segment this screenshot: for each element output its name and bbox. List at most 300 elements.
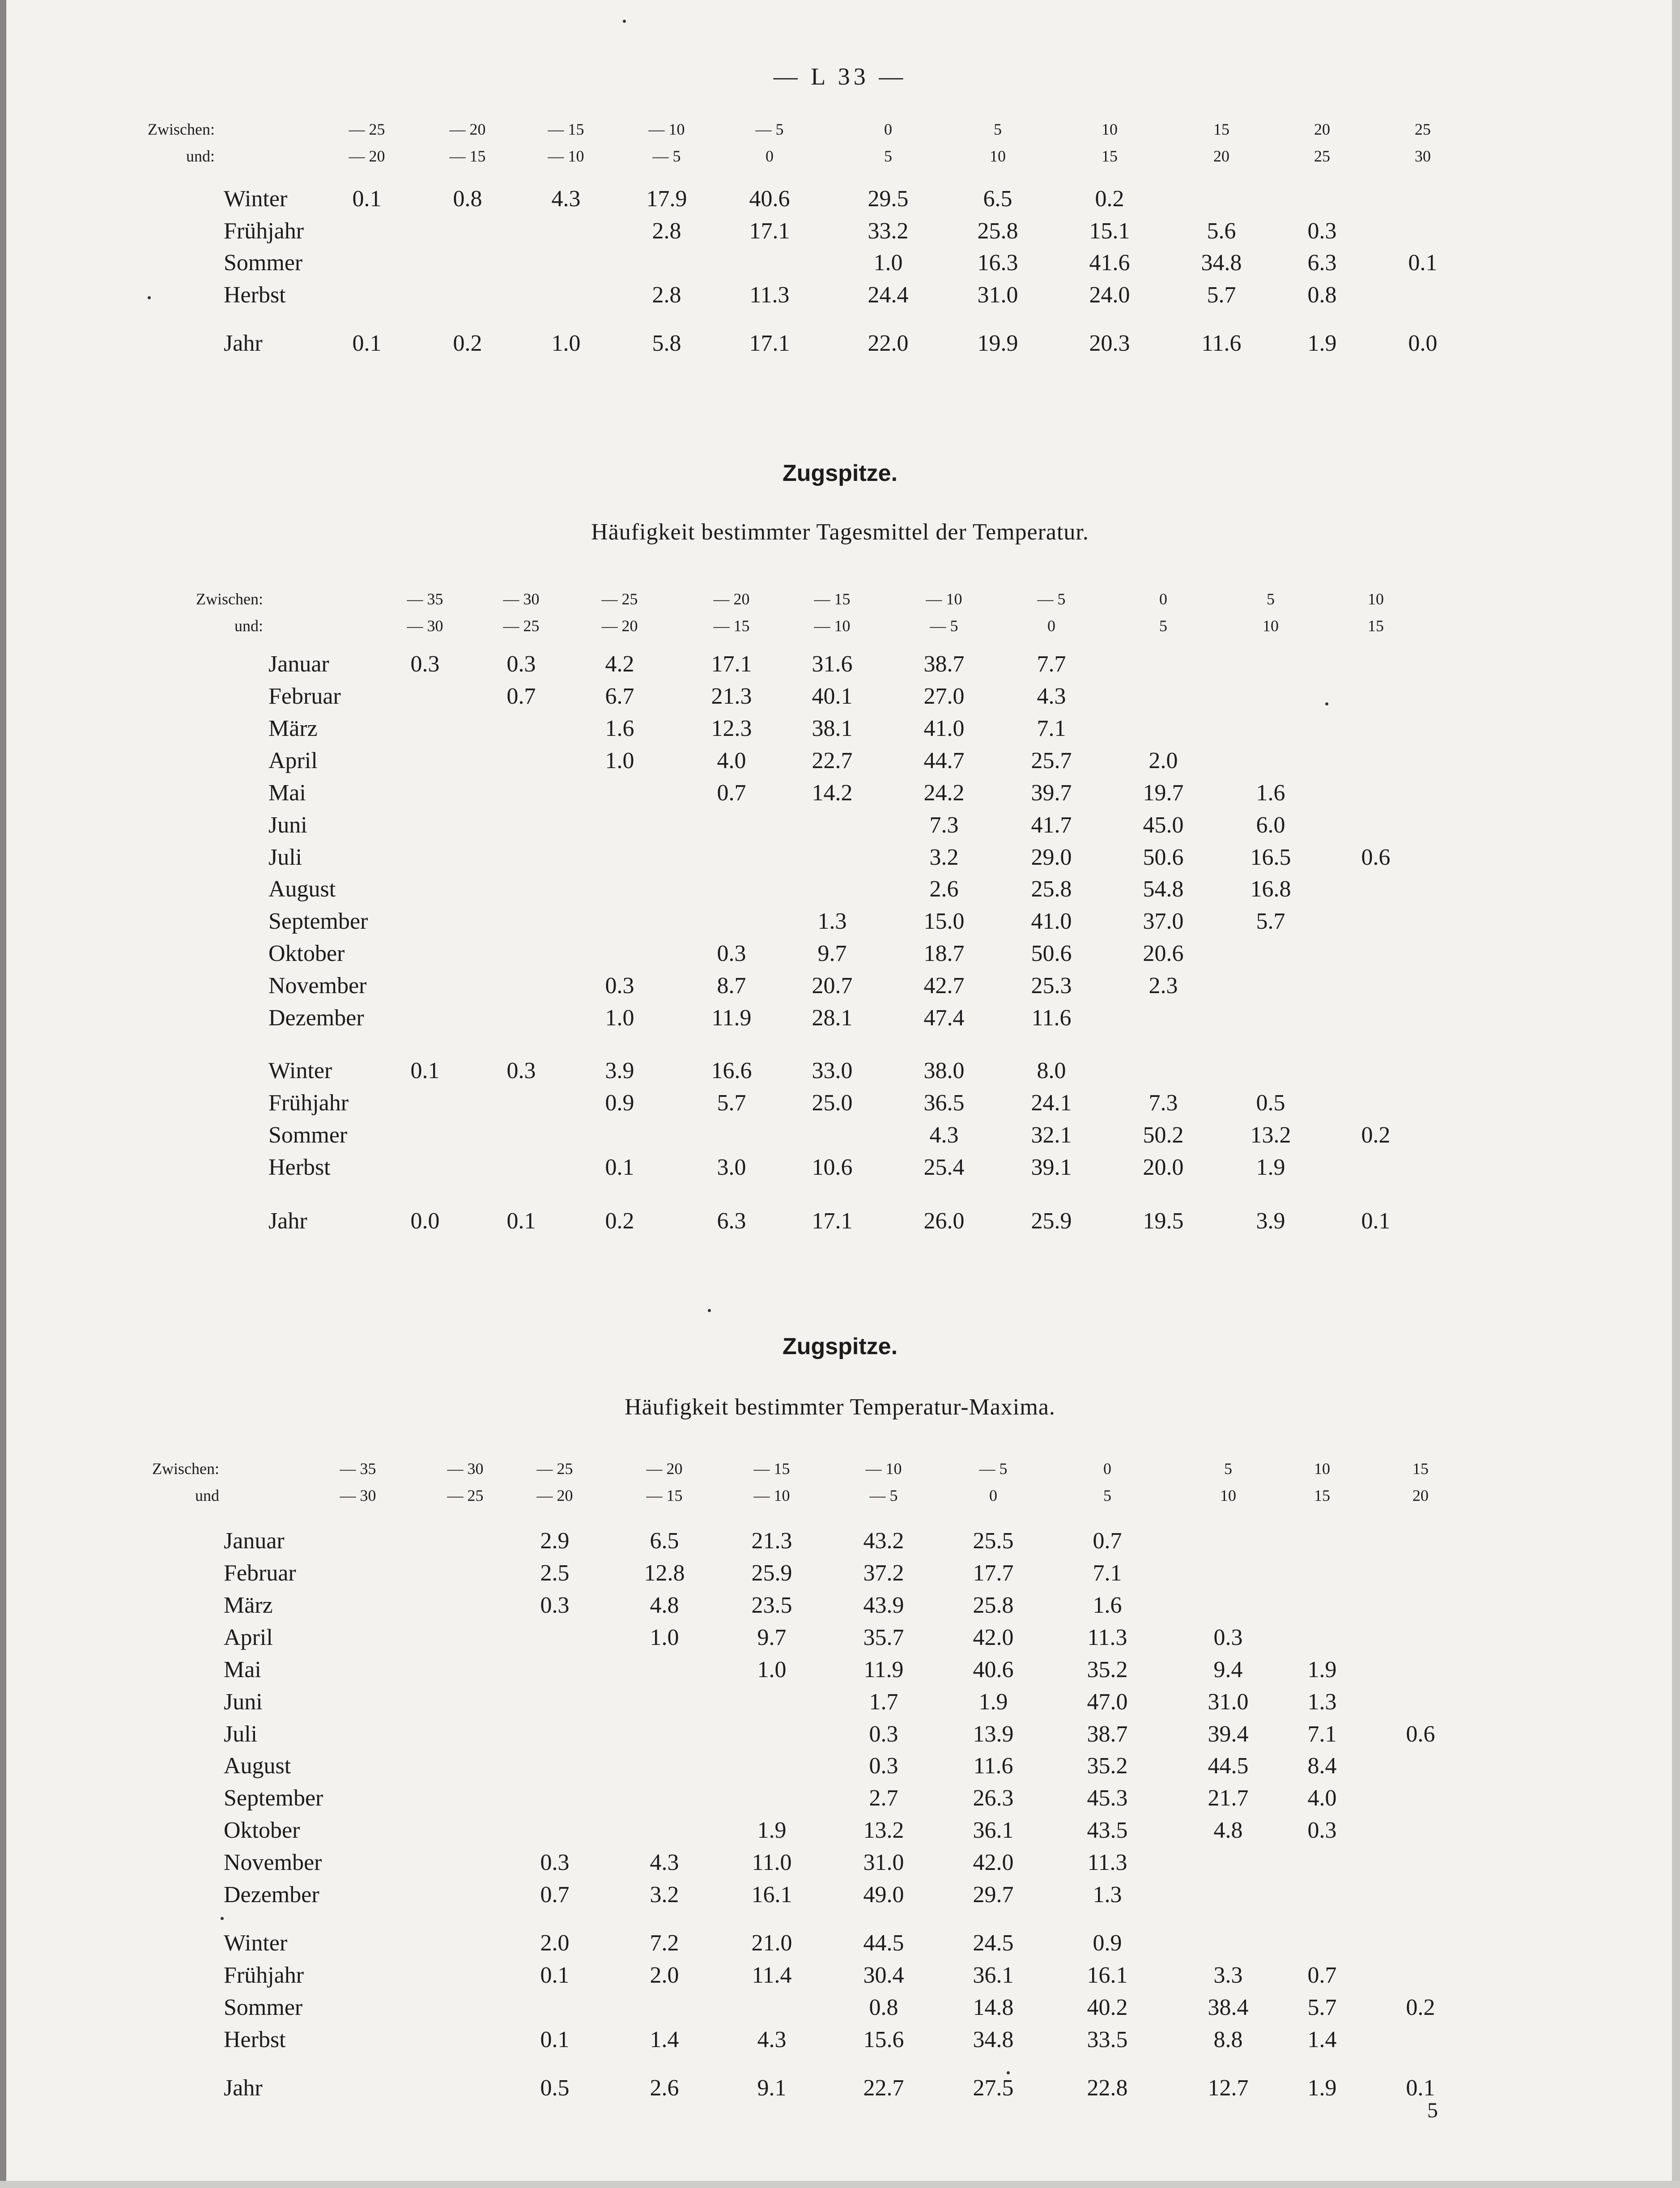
range-to: — 15: [449, 147, 486, 165]
table-cell: 28.1: [812, 1005, 853, 1031]
range-to: — 25: [447, 1487, 484, 1504]
table-cell: 1.0: [757, 1657, 787, 1682]
table-cell: 25.9: [751, 1560, 792, 1586]
row-label: Sommer: [224, 1995, 303, 2020]
table-cell: 1.0: [605, 748, 634, 773]
table-cell: 8.8: [1213, 2027, 1243, 2052]
range-from: — 5: [755, 120, 784, 138]
range-from: 15: [1412, 1460, 1429, 1478]
table-cell: 42.7: [923, 973, 965, 998]
section-subtitle-maxima: Häufigkeit bestimmter Temperatur-Maxima.: [625, 1394, 1055, 1420]
table-cell: 0.5: [540, 2075, 570, 2101]
range-to: 0: [989, 1487, 997, 1504]
table-cell: 0.3: [1307, 1818, 1337, 1843]
table-cell: 22.7: [812, 748, 853, 773]
table-cell: 0.2: [1361, 1122, 1391, 1148]
table-cell: 33.5: [1087, 2027, 1128, 2052]
table-cell: 8.0: [1037, 1058, 1066, 1083]
range-from: 0: [1159, 590, 1167, 608]
table-cell: 18.7: [923, 941, 965, 966]
range-to: — 25: [503, 617, 540, 635]
table-cell: 9.7: [817, 941, 847, 966]
header-label-to: und: [195, 1487, 219, 1504]
table-cell: 43.2: [863, 1528, 904, 1554]
table-cell: 3.9: [605, 1058, 634, 1083]
row-label: Januar: [268, 651, 329, 677]
table-cell: 0.7: [506, 684, 536, 709]
range-from: — 15: [548, 120, 584, 138]
section-title-daily-mean: Zugspitze.: [782, 460, 898, 486]
table-cell: 1.9: [1256, 1155, 1285, 1180]
table-cell: 3.3: [1213, 1963, 1243, 1988]
row-label: Winter: [224, 186, 288, 212]
table-cell: 2.0: [1148, 748, 1178, 773]
page-header: — L 33 —: [773, 63, 907, 90]
table-cell: 38.7: [923, 651, 965, 677]
table-cell: 6.0: [1256, 812, 1285, 838]
range-from: 10: [1314, 1460, 1330, 1478]
table-cell: 2.6: [929, 876, 959, 902]
range-from: — 10: [648, 120, 685, 138]
table-cell: 33.0: [812, 1058, 853, 1083]
range-to: — 20: [601, 617, 638, 635]
table-cell: 0.2: [1095, 186, 1124, 212]
table-cell: 11.9: [711, 1005, 752, 1031]
table-cell: 29.7: [973, 1882, 1014, 1908]
table-cell: 35.2: [1087, 1753, 1128, 1779]
row-label: Februar: [224, 1560, 296, 1586]
row-label: Herbst: [268, 1155, 331, 1180]
range-from: — 20: [449, 120, 486, 138]
table-cell: 2.7: [869, 1785, 898, 1811]
table-cell: 0.7: [717, 780, 746, 806]
table-cell: 40.1: [812, 684, 853, 709]
header-label-from: Zwischen:: [196, 590, 263, 608]
table-cell: 17.1: [749, 218, 790, 244]
range-from: 5: [1224, 1460, 1232, 1478]
table-cell: 42.0: [973, 1850, 1014, 1875]
table-cell: 12.7: [1208, 2075, 1249, 2101]
range-to: — 5: [869, 1487, 898, 1504]
table-cell: 29.5: [868, 186, 909, 212]
row-label: Juni: [224, 1689, 263, 1715]
table-cell: 45.0: [1143, 812, 1184, 838]
table-cell: 1.7: [869, 1689, 898, 1715]
table-cell: 5.6: [1207, 218, 1236, 244]
range-from: 15: [1213, 120, 1229, 138]
table-cell: 0.3: [1307, 218, 1337, 244]
table-cell: 0.6: [1406, 1721, 1435, 1747]
table-cell: 4.3: [551, 186, 581, 212]
row-label: Juli: [268, 845, 302, 870]
table-cell: 12.8: [644, 1560, 685, 1586]
table-cell: 0.3: [605, 973, 634, 998]
table-cell: 14.2: [812, 780, 853, 806]
header-label-from: Zwischen:: [152, 1460, 219, 1478]
table-cell: 19.7: [1143, 780, 1184, 806]
table-cell: 0.1: [605, 1155, 634, 1180]
range-to: 5: [1103, 1487, 1111, 1504]
table-cell: 5.8: [652, 331, 681, 356]
table-cell: 16.5: [1250, 845, 1291, 870]
range-to: 10: [1263, 617, 1279, 635]
table-cell: 54.8: [1143, 876, 1184, 902]
range-to: — 10: [814, 617, 851, 635]
table-cell: 2.0: [650, 1963, 679, 1988]
table-cell: 1.0: [605, 1005, 634, 1031]
table-cell: 1.3: [1093, 1882, 1122, 1908]
table-cell: 17.1: [749, 331, 790, 356]
table-cell: 16.6: [711, 1058, 752, 1083]
table-cell: 33.2: [868, 218, 909, 244]
table-cell: 1.9: [1307, 331, 1337, 356]
table-cell: 3.2: [650, 1882, 679, 1908]
table-cell: 20.6: [1143, 941, 1184, 966]
range-to: 10: [990, 147, 1006, 165]
table-cell: 47.0: [1087, 1689, 1128, 1715]
table-cell: 21.0: [751, 1930, 792, 1956]
row-label: August: [268, 876, 336, 902]
row-label: Februar: [268, 684, 341, 709]
scan-bottom-edge: [0, 2181, 1680, 2188]
table-cell: 11.4: [752, 1963, 792, 1988]
table-cell: 17.1: [812, 1208, 853, 1234]
range-from: — 35: [340, 1460, 376, 1478]
table-cell: 11.0: [752, 1850, 792, 1875]
row-label: Frühjahr: [224, 218, 304, 244]
table-cell: 4.3: [650, 1850, 679, 1875]
range-from: 5: [1267, 590, 1275, 608]
table-cell: 0.1: [506, 1208, 536, 1234]
table-cell: 22.7: [863, 2075, 904, 2101]
range-to: — 20: [536, 1487, 573, 1504]
range-to: 15: [1102, 147, 1118, 165]
table-cell: 9.7: [757, 1625, 787, 1650]
table-cell: 22.8: [1087, 2075, 1128, 2101]
range-to: 0: [766, 147, 774, 165]
range-from: — 10: [926, 590, 962, 608]
range-from: — 5: [979, 1460, 1008, 1478]
table-cell: 0.6: [1361, 845, 1391, 870]
table-cell: 0.2: [1406, 1995, 1435, 2020]
table-cell: 7.1: [1307, 1721, 1337, 1747]
table-cell: 24.1: [1031, 1090, 1072, 1116]
print-speck: [1007, 2071, 1010, 2074]
table-cell: 7.1: [1037, 716, 1066, 741]
table-cell: 2.3: [1148, 973, 1178, 998]
table-cell: 42.0: [973, 1625, 1014, 1650]
row-label: April: [224, 1625, 273, 1650]
table-cell: 0.2: [605, 1208, 634, 1234]
table-cell: 10.6: [812, 1155, 853, 1180]
table-cell: 4.0: [1307, 1785, 1337, 1811]
row-label: Jahr: [224, 331, 263, 356]
table-cell: 0.3: [410, 651, 440, 677]
table-cell: 0.7: [1093, 1528, 1122, 1554]
table-cell: 44.5: [863, 1930, 904, 1956]
row-label: November: [268, 973, 367, 998]
table-cell: 41.7: [1031, 812, 1072, 838]
range-to: — 5: [652, 147, 681, 165]
table-cell: 9.1: [757, 2075, 787, 2101]
table-cell: 21.7: [1208, 1785, 1249, 1811]
row-label: Frühjahr: [268, 1090, 349, 1116]
table-cell: 32.1: [1031, 1122, 1072, 1148]
range-from: 0: [884, 120, 892, 138]
table-cell: 1.9: [978, 1689, 1008, 1715]
table-cell: 16.1: [751, 1882, 792, 1908]
table-cell: 24.0: [1089, 282, 1130, 308]
row-label: September: [268, 909, 368, 934]
print-speck: [148, 296, 151, 299]
header-label-from: Zwischen:: [148, 120, 215, 138]
row-label: Dezember: [268, 1005, 364, 1031]
table-cell: 0.3: [1213, 1625, 1243, 1650]
table-cell: 0.8: [869, 1995, 898, 2020]
table-cell: 11.3: [1087, 1850, 1127, 1875]
range-from: — 10: [865, 1460, 902, 1478]
section-subtitle-daily-mean: Häufigkeit bestimmter Tagesmittel der Temperatur.: [591, 519, 1089, 545]
range-from: 0: [1103, 1460, 1111, 1478]
table-cell: 0.3: [506, 1058, 536, 1083]
table-cell: 7.3: [929, 812, 959, 838]
range-from: — 20: [713, 590, 750, 608]
table-cell: 5.7: [1207, 282, 1236, 308]
table-cell: 1.9: [757, 1818, 787, 1843]
table-cell: 0.5: [1256, 1090, 1285, 1116]
range-from: 5: [994, 120, 1002, 138]
table-cell: 38.7: [1087, 1721, 1128, 1747]
table-cell: 24.5: [973, 1930, 1014, 1956]
table-cell: 6.3: [1307, 250, 1337, 276]
table-cell: 25.9: [1031, 1208, 1072, 1234]
table-cell: 4.2: [605, 651, 634, 677]
table-cell: 36.1: [973, 1818, 1014, 1843]
range-from: — 30: [503, 590, 540, 608]
table-cell: 7.2: [650, 1930, 679, 1956]
table-cell: 0.1: [540, 2027, 570, 2052]
table-cell: 24.4: [868, 282, 909, 308]
table-cell: 0.9: [605, 1090, 634, 1116]
table-cell: 47.4: [923, 1005, 965, 1031]
table-cell: 22.0: [868, 331, 909, 356]
table-cell: 7.7: [1037, 651, 1066, 677]
table-cell: 0.1: [1408, 250, 1438, 276]
table-cell: 16.3: [977, 250, 1018, 276]
table-cell: 4.3: [1037, 684, 1066, 709]
table-cell: 25.3: [1031, 973, 1072, 998]
row-label: April: [268, 748, 318, 773]
range-to: — 30: [340, 1487, 376, 1504]
table-cell: 0.0: [1408, 331, 1438, 356]
range-to: — 5: [930, 617, 958, 635]
range-from: — 25: [349, 120, 385, 138]
table-cell: 0.3: [506, 651, 536, 677]
range-to: 25: [1314, 147, 1330, 165]
table-cell: 12.3: [711, 716, 752, 741]
table-cell: 39.4: [1208, 1721, 1249, 1747]
range-to: 0: [1047, 617, 1055, 635]
table-cell: 44.5: [1208, 1753, 1249, 1779]
range-from: — 5: [1037, 590, 1066, 608]
range-to: 20: [1213, 147, 1229, 165]
table-cell: 15.1: [1089, 218, 1130, 244]
table-cell: 1.9: [1307, 2075, 1337, 2101]
table-cell: 11.3: [749, 282, 790, 308]
table-cell: 50.6: [1031, 941, 1072, 966]
table-cell: 36.1: [973, 1963, 1014, 1988]
table-cell: 5.7: [1307, 1995, 1337, 2020]
table-cell: 2.6: [650, 2075, 679, 2101]
header-label-to: und:: [234, 617, 263, 635]
table-cell: 31.0: [977, 282, 1018, 308]
table-cell: 11.6: [1201, 331, 1242, 356]
range-to: 15: [1368, 617, 1384, 635]
range-from: — 20: [646, 1460, 683, 1478]
row-label: Winter: [224, 1930, 288, 1956]
table-cell: 24.2: [923, 780, 965, 806]
row-label: Winter: [268, 1058, 332, 1083]
range-to: — 15: [646, 1487, 683, 1504]
table-cell: 36.5: [923, 1090, 965, 1116]
table-cell: 19.9: [977, 331, 1018, 356]
scan-page-edge: [1672, 0, 1680, 2188]
table-cell: 8.7: [717, 973, 746, 998]
table-cell: 31.6: [812, 651, 853, 677]
table-cell: 19.5: [1143, 1208, 1184, 1234]
table-cell: 0.7: [1307, 1963, 1337, 1988]
table-cell: 26.3: [973, 1785, 1014, 1811]
table-cell: 1.6: [1256, 780, 1285, 806]
table-cell: 34.8: [973, 2027, 1014, 2052]
table-cell: 20.7: [812, 973, 853, 998]
table-cell: 7.1: [1093, 1560, 1122, 1586]
table-cell: 3.2: [929, 845, 959, 870]
table-cell: 25.8: [973, 1593, 1014, 1618]
row-label: Oktober: [224, 1818, 300, 1843]
table-cell: 41.0: [923, 716, 965, 741]
table-cell: 35.7: [863, 1625, 904, 1650]
row-label: Frühjahr: [224, 1963, 304, 1988]
table-cell: 1.0: [551, 331, 581, 356]
table-cell: 25.8: [977, 218, 1018, 244]
row-label: Mai: [268, 780, 306, 806]
range-from: — 30: [447, 1460, 484, 1478]
table-cell: 4.8: [650, 1593, 679, 1618]
range-to: — 10: [548, 147, 584, 165]
table-cell: 1.6: [605, 716, 634, 741]
page-number: 5: [1427, 2099, 1438, 2122]
range-from: 20: [1314, 120, 1330, 138]
scan-binding-edge: [0, 0, 6, 2188]
row-label: Oktober: [268, 941, 345, 966]
table-cell: 2.5: [540, 1560, 570, 1586]
row-label: Juli: [224, 1721, 258, 1747]
row-label: November: [224, 1850, 322, 1875]
table-cell: 15.6: [863, 2027, 904, 2052]
table-cell: 45.3: [1087, 1785, 1128, 1811]
table-cell: 2.8: [652, 282, 681, 308]
table-cell: 26.0: [923, 1208, 965, 1234]
table-cell: 25.7: [1031, 748, 1072, 773]
table-cell: 21.3: [711, 684, 752, 709]
table-cell: 1.0: [873, 250, 903, 276]
table-cell: 5.7: [1256, 909, 1285, 934]
table-cell: 43.9: [863, 1593, 904, 1618]
table-cell: 1.4: [650, 2027, 679, 2052]
table-cell: 9.4: [1213, 1657, 1243, 1682]
table-cell: 20.0: [1143, 1155, 1184, 1180]
table-cell: 16.1: [1087, 1963, 1128, 1988]
table-cell: 25.8: [1031, 876, 1072, 902]
table-cell: 0.1: [352, 331, 382, 356]
table-cell: 4.0: [717, 748, 746, 773]
table-cell: 0.3: [540, 1850, 570, 1875]
row-label: März: [224, 1593, 273, 1618]
table-cell: 15.0: [923, 909, 965, 934]
range-from: — 25: [536, 1460, 573, 1478]
table-cell: 16.8: [1250, 876, 1291, 902]
range-from: 10: [1368, 590, 1384, 608]
table-cell: 0.2: [453, 331, 482, 356]
table-cell: 13.2: [1250, 1122, 1291, 1148]
table-cell: 6.7: [605, 684, 634, 709]
table-cell: 31.0: [1208, 1689, 1249, 1715]
table-cell: 1.6: [1093, 1593, 1122, 1618]
table-cell: 17.7: [973, 1560, 1014, 1586]
table-cell: 5.7: [717, 1090, 746, 1116]
print-speck: [708, 1309, 711, 1312]
table-cell: 0.3: [869, 1753, 898, 1779]
header-label-to: und:: [186, 147, 215, 165]
range-from: 25: [1415, 120, 1431, 138]
range-to: 5: [884, 147, 892, 165]
table-cell: 4.3: [757, 2027, 787, 2052]
range-from: — 25: [601, 590, 638, 608]
row-label: Januar: [224, 1528, 285, 1554]
range-to: 30: [1415, 147, 1431, 165]
table-cell: 17.9: [646, 186, 687, 212]
print-speck: [221, 1917, 224, 1920]
table-cell: 23.5: [751, 1593, 792, 1618]
table-cell: 41.0: [1031, 909, 1072, 934]
table-cell: 0.1: [352, 186, 382, 212]
range-to: — 10: [753, 1487, 790, 1504]
table-cell: 13.2: [863, 1818, 904, 1843]
table-cell: 0.3: [869, 1721, 898, 1747]
table-cell: 0.1: [540, 1963, 570, 1988]
table-cell: 2.0: [540, 1930, 570, 1956]
row-label: August: [224, 1753, 291, 1779]
table-cell: 4.8: [1213, 1818, 1243, 1843]
table-cell: 1.4: [1307, 2027, 1337, 2052]
table-cell: 39.7: [1031, 780, 1072, 806]
table-cell: 0.7: [540, 1882, 570, 1908]
row-label: Herbst: [224, 282, 286, 308]
table-cell: 4.3: [929, 1122, 959, 1148]
row-label: Dezember: [224, 1882, 319, 1908]
table-cell: 0.9: [1093, 1930, 1122, 1956]
row-label: Sommer: [268, 1122, 348, 1148]
table-cell: 11.6: [973, 1753, 1013, 1779]
table-cell: 39.1: [1031, 1155, 1072, 1180]
table-cell: 0.8: [1307, 282, 1337, 308]
table-cell: 11.9: [863, 1657, 904, 1682]
table-cell: 11.6: [1031, 1005, 1072, 1031]
table-cell: 35.2: [1087, 1657, 1128, 1682]
table-cell: 40.6: [973, 1657, 1014, 1682]
table-cell: 49.0: [863, 1882, 904, 1908]
